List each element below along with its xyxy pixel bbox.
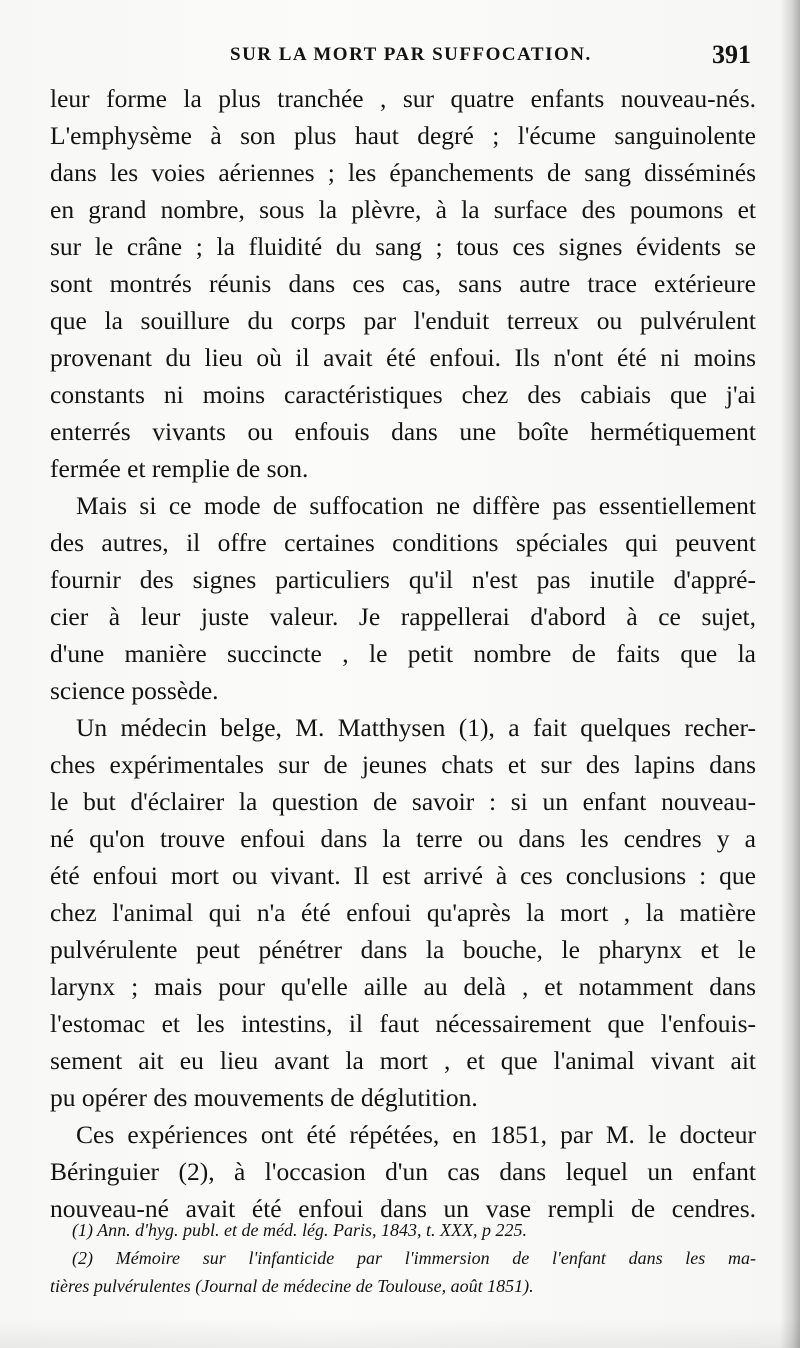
- footnote-2: (2) Mémoire sur l'infanticide par l'immersion de l'enfant dans les ma-: [72, 1248, 756, 1268]
- text-line: que la souillure du corps par l'enduit terreux ou pulvérulent: [50, 306, 756, 335]
- text-line: enterrés vivants ou enfouis dans une boîte hermétiquement: [50, 417, 756, 446]
- text-line: nouveau-né avait été enfoui dans un vase rempli de cendres.: [50, 1194, 756, 1223]
- footnote-2-continued: tières pulvérulentes (Journal de médecine de Toulouse, août 1851).: [50, 1276, 534, 1296]
- paragraph-first-line: Ces expériences ont été répétées, en 1851, par M. le docteur: [76, 1120, 756, 1149]
- text-line: fournir des signes particuliers qu'il n'est pas inutile d'appré-: [50, 565, 756, 594]
- page-bottom-shadow: [0, 1318, 800, 1348]
- paragraph-first-line: Mais si ce mode de suffocation ne diffère pas essentiellement: [76, 491, 756, 520]
- text-line: l'estomac et les intestins, il faut nécessairement que l'enfouis-: [50, 1009, 756, 1038]
- page-edge-shadow: [780, 0, 800, 1348]
- text-line: pulvérulente peut pénétrer dans la bouche, le pharynx et le: [50, 935, 756, 964]
- text-line: chez l'animal qui n'a été enfoui qu'après la mort , la matière: [50, 898, 756, 927]
- text-line: pu opérer des mouvements de déglutition.: [50, 1083, 478, 1112]
- page-number: 391: [712, 40, 751, 69]
- text-line: dans les voies aériennes ; les épanchements de sang disséminés: [50, 158, 756, 187]
- footnote-1: (1) Ann. d'hyg. publ. et de méd. lég. Paris, 1843, t. XXX, p 225.: [72, 1220, 527, 1240]
- text-line: ches expérimentales sur de jeunes chats et sur des lapins dans: [50, 750, 756, 779]
- paragraph-first-line: Un médecin belge, M. Matthysen (1), a fait quelques recher-: [76, 713, 756, 742]
- text-line: le but d'éclairer la question de savoir : si un enfant nouveau-: [50, 787, 756, 816]
- text-line: en grand nombre, sous la plèvre, à la surface des poumons et: [50, 195, 756, 224]
- text-line: provenant du lieu où il avait été enfoui. Ils n'ont été ni moins: [50, 343, 756, 372]
- text-line: sement ait eu lieu avant la mort , et que l'animal vivant ait: [50, 1046, 756, 1075]
- text-line: leur forme la plus tranchée , sur quatre enfants nouveau-nés.: [50, 84, 756, 113]
- text-line: science possède.: [50, 676, 219, 705]
- text-line: fermée et remplie de son.: [50, 454, 309, 483]
- text-line: d'une manière succincte , le petit nombre de faits que la: [50, 639, 756, 668]
- text-line: né qu'on trouve enfoui dans la terre ou dans les cendres y a: [50, 824, 756, 853]
- text-line: Béringuier (2), à l'occasion d'un cas dans lequel un enfant: [50, 1157, 756, 1186]
- footnotes: [50, 1216, 756, 1300]
- text-line: constants ni moins caractéristiques chez des cabiais que j'ai: [50, 380, 756, 409]
- text-line: cier à leur juste valeur. Je rappellerai d'abord à ce sujet,: [50, 602, 756, 631]
- text-line: larynx ; mais pour qu'elle aille au delà , et notamment dans: [50, 972, 756, 1001]
- text-line: sur le crâne ; la fluidité du sang ; tous ces signes évidents se: [50, 232, 756, 261]
- running-title: SUR LA MORT PAR SUFFOCATION.: [230, 44, 592, 65]
- text-line: des autres, il offre certaines conditions spéciales qui peuvent: [50, 528, 756, 557]
- body-text: [50, 80, 756, 1227]
- text-line: été enfoui mort ou vivant. Il est arrivé à ces conclusions : que: [50, 861, 756, 890]
- text-line: L'emphysème à son plus haut degré ; l'écume sanguinolente: [50, 121, 756, 150]
- text-line: sont montrés réunis dans ces cas, sans autre trace extérieure: [50, 269, 756, 298]
